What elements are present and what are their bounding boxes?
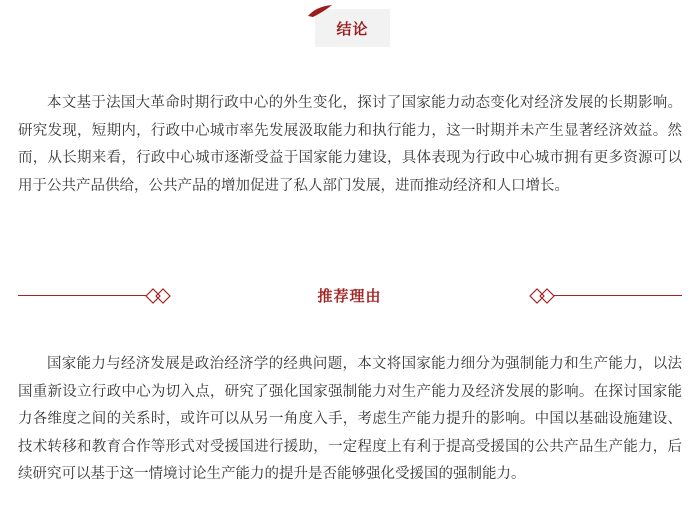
double-diamond-icon xyxy=(526,286,556,306)
recommendation-title: 推荐理由 xyxy=(317,287,382,305)
conclusion-paragraph: 本文基于法国大革命时期行政中心的外生变化，探讨了国家能力动态变化对经济发展的长期影响。研究发现，短期内，行政中心城市率先发展汲取能力和执行能力，这一时期并未产生显著经济效益。然而，从长期来看，行政中心城市逐渐受益于国家能力建设，具体表现为行政中心城市拥有更多资源可以用于公共产品供给，公共产品的增加促进了私人部门发展，进而推动经济和人口增长。 xyxy=(18,95,682,194)
divider-line-right xyxy=(554,295,682,296)
conclusion-section-tag xyxy=(315,9,390,47)
brush-stroke-icon xyxy=(307,4,333,18)
conclusion-title: 结论 xyxy=(336,19,369,38)
recommendation-divider xyxy=(0,283,699,309)
recommendation-paragraph: 国家能力与经济发展是政治经济学的经典问题，本文将国家能力细分为强制能力和生产能力，以法国重新设立行政中心为切入点，研究了强化国家强制能力对生产能力及经济发展的影响。在探讨国家能力各维度之间的关系时，或许可以从另一角度入手，考虑生产能力提升的影响。中国以基础设施建设、技术转移和教育合作等形式对受援国进行援助，一定程度上有利于提高受援国的公共产品生产能力，后续研究可以基于这一情境讨论生产能力的提升是否能够强化受援国的强制能力。 xyxy=(18,356,682,482)
